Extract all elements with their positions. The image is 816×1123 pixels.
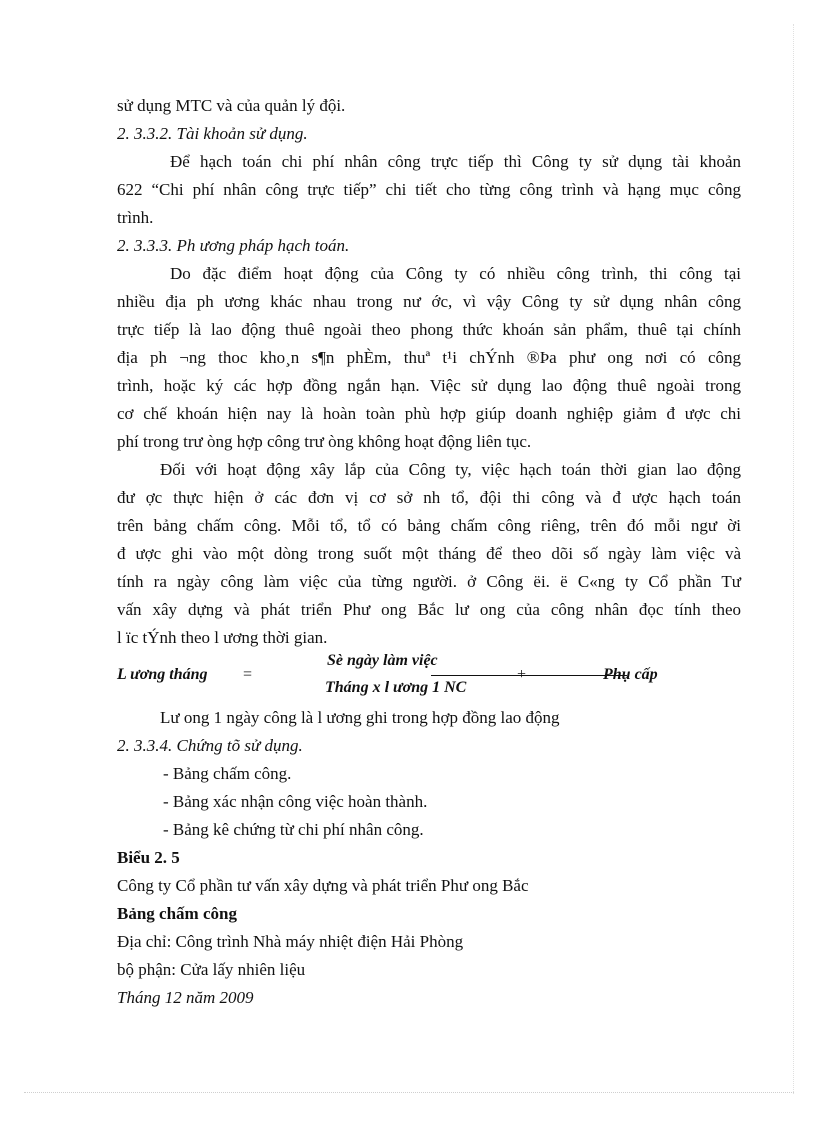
text-line: sử dụng MTC và của quản lý đội. [117, 96, 346, 115]
section-heading-3-3-2: 2. 3.3.2. Tài khoản sử dụng. [117, 124, 308, 143]
paragraph-line: đ ược ghi vào một dòng trong suốt một tháng để theo dõi số ngày làm việc và [117, 544, 741, 563]
list-item: - Bảng kê chứng từ chi phí nhân công. [163, 820, 424, 839]
paragraph-line: Để hạch toán chi phí nhân công trực tiếp thì Công ty sử dụng tài khoản [170, 152, 741, 171]
paragraph-line: tính ra ngày công làm việc của từng người. ở Công ëi. ë C«ng ty Cổ phần Tư [117, 572, 741, 591]
formula-equals: = [243, 666, 253, 683]
paragraph-line: l ïc tÝnh theo l ương thời gian. [117, 628, 328, 647]
page-border-bottom [24, 1092, 794, 1093]
paragraph-line: trình. [117, 208, 154, 227]
paragraph-line: trình, hoặc ký các hợp đồng ngắn hạn. Việc sử dụng lao động thuê ngoài trong [117, 376, 741, 395]
paragraph-line: Do đặc điểm hoạt động của Công ty có nhiều công trình, thi công tại [170, 264, 741, 283]
formula-plus: + [517, 666, 527, 683]
paragraph-line: nhiều địa ph ương khác nhau trong nư ớc, vì vậy Công ty sử dụng nhân công [117, 292, 741, 311]
text-line: Lư ong 1 ngày công là l ương ghi trong hợp đồng lao động [160, 708, 560, 727]
formula-rhs: Phụ cấp [603, 666, 658, 683]
formula-numerator: Sè ngày làm việc [327, 652, 438, 669]
paragraph-line: vấn xây dựng và phát triển Phư ong Bắc lư ong của công nhân đọc tính theo [117, 600, 741, 619]
month-line: Tháng 12 năm 2009 [117, 988, 254, 1007]
bieu-label: Biểu 2. 5 [117, 848, 180, 867]
list-item: - Bảng xác nhận công việc hoàn thành. [163, 792, 428, 811]
fraction-bar [431, 675, 627, 676]
address-line: Địa chỉ: Công trình Nhà máy nhiệt điện Hải Phòng [117, 932, 464, 951]
paragraph-line: cơ chế khoán hiện nay là hoàn toàn phù hợp giúp doanh nghiệp giảm đ ược chi [117, 404, 741, 423]
paragraph-line: trên bảng chấm công. Mỗi tổ, tổ có bảng chấm công riêng, trên đó mỗi ngư ời [117, 516, 741, 535]
page-border-right [793, 24, 794, 1094]
paragraph-line: đư ợc thực hiện ở các đơn vị cơ sở nh tổ, đội thi công và đ ược hạch toán [117, 488, 741, 507]
paragraph-line: Đối với hoạt động xây lắp của Công ty, việc hạch toán thời gian lao động [160, 460, 741, 479]
formula-denominator: Tháng x l ương 1 NC [325, 679, 467, 696]
section-heading-text: 2. 3.3.4. Chứng tõ sử dụng. [117, 736, 303, 755]
paragraph-line: địa ph ¬ng thoc kho¸n s¶n phÈm, thuª t¹i chÝnh ®Þa phư ong nơi có công [117, 348, 741, 367]
department-line: bộ phận: Cửa lấy nhiên liệu [117, 960, 306, 979]
formula-lhs: L ương tháng [117, 666, 208, 683]
paragraph-line: phí trong trư òng hợp công trư òng không hoạt động liên tục. [117, 432, 532, 451]
list-item: - Bảng chấm công. [163, 764, 292, 783]
paragraph-line: trực tiếp là lao động thuê ngoài theo phong thức khoán sản phẩm, thuê tại chính [117, 320, 741, 339]
table-title: Bảng chấm công [117, 904, 237, 923]
company-name: Công ty Cổ phần tư vấn xây dựng và phát triển Phư ong Bắc [117, 876, 529, 895]
salary-formula [117, 648, 757, 698]
paragraph-line: 622 “Chi phí nhân công trực tiếp” chi tiết cho từng công trình và hạng mục công [117, 180, 741, 199]
section-heading-3-3-4 [117, 735, 741, 757]
section-heading-3-3-3: 2. 3.3.3. Ph ương pháp hạch toán. [117, 236, 350, 255]
